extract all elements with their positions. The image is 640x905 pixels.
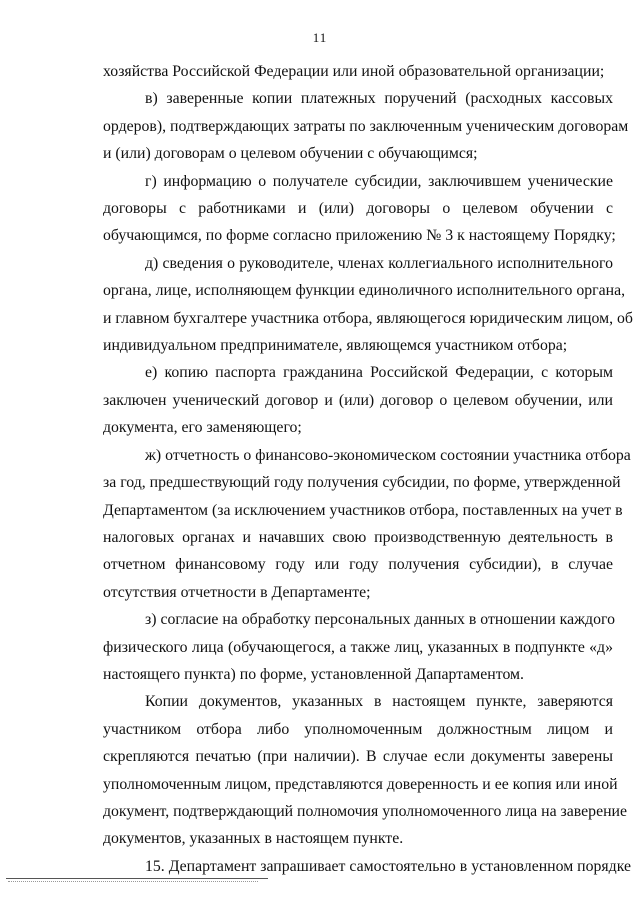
text-line: отчетном финансовому году или году получения субсидии), в случае — [103, 556, 613, 574]
text-line: хозяйства Российской Федерации или иной образовательной организации; — [103, 63, 605, 80]
text-line: обучающимся, по форме согласно приложению № 3 к настоящему Порядку; — [103, 227, 616, 245]
text-line: документ, подтверждающий полномочия уполномоченного лица на заверение — [103, 802, 628, 820]
paragraph-p-z — [103, 606, 613, 688]
text-line: физического лица (обучающегося, а также лиц, указанных в подпункте «д» — [103, 638, 613, 656]
paragraph-p-zh — [103, 442, 631, 606]
text-line: документа, его заменяющего; — [103, 419, 302, 437]
text-line: Департаментом (за исключением участников отбора, поставленных на учет в — [103, 501, 623, 519]
text-line: договоры с работниками и (или) договоры о целевом обучении с — [103, 200, 613, 218]
paragraph-p-e — [103, 359, 613, 441]
text-line: з) согласие на обработку персональных данных в отношении каждого — [145, 611, 615, 629]
text-line: Копии документов, указанных в настоящем пункте, заверяются — [145, 693, 613, 711]
text-line: ж) отчетность о финансово-экономическом состоянии участника отбора — [145, 446, 631, 464]
text-line: и главном бухгалтере участника отбора, являющегося юридическим лицом, об — [103, 309, 633, 327]
paragraph-p0 — [103, 58, 613, 85]
text-line: органа, лице, исполняющем функции единоличного исполнительного органа, — [103, 282, 626, 300]
paragraph-p-15 — [103, 853, 632, 880]
paragraph-p-d — [103, 250, 633, 360]
text-line: 15. Департамент запрашивает самостоятельно в установленном порядке — [145, 857, 632, 875]
document-body — [103, 58, 633, 880]
text-line: и (или) договорам о целевом обучении с обучающимся; — [103, 145, 478, 163]
text-line: заключен ученический договор и (или) договор о целевом обучении, или — [103, 391, 613, 409]
footer-rule — [6, 878, 268, 879]
text-line: индивидуальном предпринимателе, являющемся участником отбора; — [103, 337, 568, 355]
text-line: ордеров), подтверждающих затраты по заключенным ученическим договорам — [103, 117, 629, 135]
text-line: д) сведения о руководителе, членах коллегиального исполнительного — [145, 254, 613, 272]
text-line: за год, предшествующий году получения субсидии, по форме, утвержденной — [103, 474, 621, 492]
paragraph-p-copies — [103, 688, 628, 852]
text-line: уполномоченным лицом, представляются доверенность и ее копия или иной — [103, 775, 618, 793]
text-line: отсутствия отчетности в Департаменте; — [103, 583, 371, 601]
page-number: 11 — [312, 30, 328, 45]
text-line: настоящего пункта) по форме, установленной Дапартаментом. — [103, 665, 525, 683]
text-line: в) заверенные копии платежных поручений (расходных кассовых — [145, 90, 613, 108]
paragraph-p-v — [103, 85, 629, 167]
text-line: участником отбора либо уполномоченным должностным лицом и — [103, 720, 613, 738]
footer-rule-dotted — [8, 881, 258, 882]
text-line: скрепляются печатью (при наличии). В случае если документы заверены — [103, 748, 613, 766]
text-line: е) копию паспорта гражданина Российской Федерации, с которым — [145, 364, 613, 382]
text-line: налоговых органах и начавших свою производственную деятельность в — [103, 528, 613, 546]
paragraph-p-g — [103, 168, 616, 250]
text-line: документов, указанных в настоящем пункте. — [103, 830, 404, 848]
text-line: г) информацию о получателе субсидии, заключившем ученические — [145, 172, 613, 190]
